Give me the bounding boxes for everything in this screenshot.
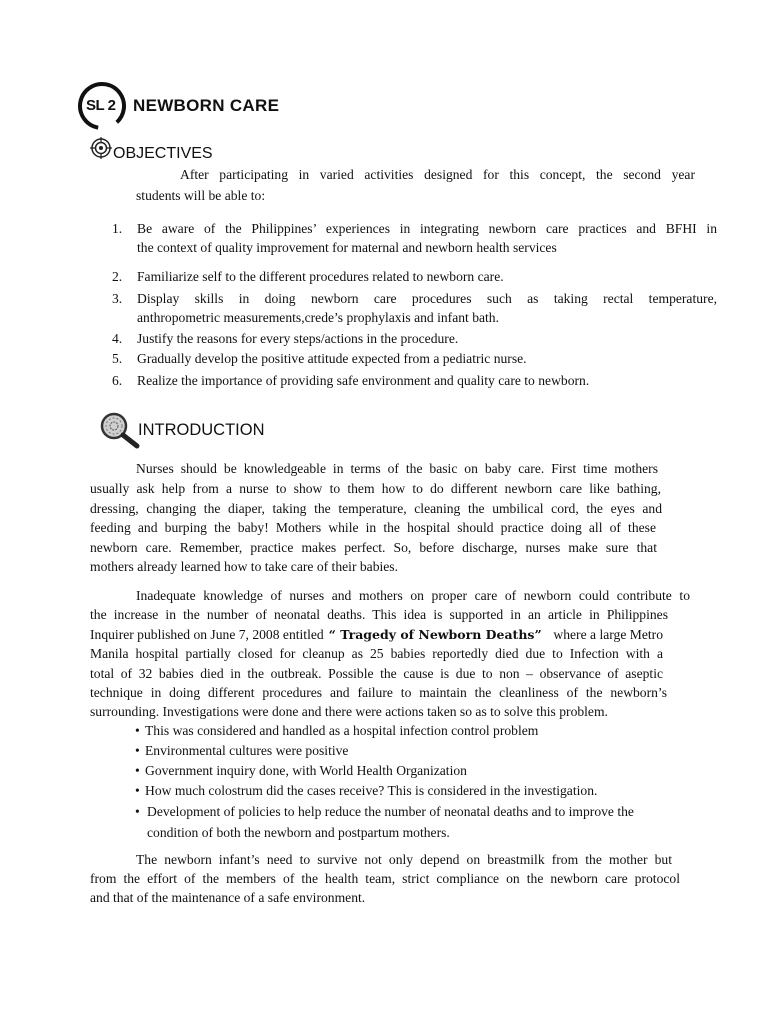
bullet-item-3: Government inquiry done, with World Health Organization bbox=[145, 763, 467, 778]
intro-p2-line-7: surrounding. Investigations were done and there were actions taken so as to solve this problem. bbox=[90, 704, 608, 719]
objective-item-3-line-2: anthropometric measurements,crede’s prophylaxis and infant bath. bbox=[137, 310, 500, 325]
intro-p3-line-3: and that of the maintenance of a safe environment. bbox=[90, 890, 366, 905]
intro-p2-line-3-start: Inquirer published on June 7, 2008 entitled bbox=[90, 627, 324, 642]
intro-p2-line-1: Inadequate knowledge of nurses and mothers on proper care of newborn could contribute to bbox=[136, 588, 690, 603]
intro-p1-line-3: dressing, changing the diaper, taking the temperature, cleaning the umbilical cord, the eyes and bbox=[90, 501, 662, 516]
bullet-mark: • bbox=[135, 763, 140, 778]
objective-item-2: Familiarize self to the different procedures related to newborn care. bbox=[137, 269, 504, 284]
objective-item-6: Realize the importance of providing safe environment and quality care to newborn. bbox=[137, 373, 590, 388]
bullet-item-5-line-1: Development of policies to help reduce the number of neonatal deaths and to improve the bbox=[147, 804, 634, 819]
objective-number: 1. bbox=[112, 221, 123, 236]
objective-number: 2. bbox=[112, 269, 123, 284]
intro-p1-line-6: mothers already learned how to take care of their babies. bbox=[90, 559, 398, 574]
target-icon bbox=[90, 137, 112, 164]
objectives-intro-line-1: After participating in varied activities designed for this concept, the second year bbox=[180, 167, 695, 182]
bullet-item-4: How much colostrum did the cases receive? This is considered in the investigation. bbox=[145, 783, 598, 798]
objective-number: 3. bbox=[112, 291, 123, 306]
intro-p2-line-3-end: where a large Metro bbox=[546, 627, 663, 642]
objective-item-1-line-2: the context of quality improvement for maternal and newborn health services bbox=[137, 240, 557, 255]
introduction-heading: INTRODUCTION bbox=[138, 421, 265, 439]
magnifier-icon bbox=[97, 409, 141, 454]
intro-p2-line-2: the increase in the number of neonatal deaths. This idea is supported in an article in Philippines bbox=[90, 607, 668, 622]
intro-p1-line-4: feeding and burping the baby! Mothers while in the hospital should practice doing all of these bbox=[90, 520, 656, 535]
objective-item-4: Justify the reasons for every steps/actions in the procedure. bbox=[137, 331, 459, 346]
bullet-mark: • bbox=[135, 804, 140, 819]
bullet-item-1: This was considered and handled as a hospital infection control problem bbox=[145, 723, 539, 738]
intro-p2-line-6: technique in doing different procedures and failure to maintain the cleanliness of the newborn’s bbox=[90, 685, 667, 700]
objective-number: 5. bbox=[112, 351, 123, 366]
objective-item-5: Gradually develop the positive attitude expected from a pediatric nurse. bbox=[137, 351, 527, 366]
intro-p3-line-2: from the effort of the members of the health team, strict compliance on the newborn care protocol bbox=[90, 871, 680, 886]
badge-label: SL 2 bbox=[86, 97, 116, 114]
objective-number: 4. bbox=[112, 331, 123, 346]
page-title: NEWBORN CARE bbox=[133, 96, 280, 115]
bullet-mark: • bbox=[135, 783, 140, 798]
objective-item-3-line-1: Display skills in doing newborn care procedures such as taking rectal temperature, bbox=[137, 291, 717, 306]
objectives-intro-line-2: students will be able to: bbox=[136, 188, 266, 203]
bullet-item-5-line-2: condition of both the newborn and postpartum mothers. bbox=[147, 825, 450, 840]
intro-p3-line-1: The newborn infant’s need to survive not only depend on breastmilk from the mother but bbox=[136, 852, 672, 867]
intro-p1-line-2: usually ask help from a nurse to show to them how to do different newborn care like bathing, bbox=[90, 481, 661, 496]
intro-p2-line-5: total of 32 babies died in the outbreak. Possible the cause is due to non – observance of aseptic bbox=[90, 666, 663, 681]
objective-item-1-line-1: Be aware of the Philippines’ experiences in integrating newborn care practices and BFHI in bbox=[137, 221, 717, 236]
intro-p1-line-1: Nurses should be knowledgeable in terms of the basic on baby care. First time mothers bbox=[136, 461, 658, 476]
objective-number: 6. bbox=[112, 373, 123, 388]
intro-p2-line-4: Manila hospital partially closed for cleanup as 25 babies reportedly died due to Infection with a bbox=[90, 646, 663, 661]
intro-p2-line-3 bbox=[90, 625, 663, 645]
bullet-mark: • bbox=[135, 743, 140, 758]
objectives-heading: OBJECTIVES bbox=[113, 145, 213, 162]
section-badge bbox=[76, 80, 128, 132]
intro-p1-line-5: newborn care. Remember, practice makes perfect. So, before discharge, nurses make sure that bbox=[90, 540, 657, 555]
bullet-mark: • bbox=[135, 723, 140, 738]
bullet-item-2: Environmental cultures were positive bbox=[145, 743, 349, 758]
article-title: “ Tragedy of Newborn Deaths” bbox=[328, 627, 542, 642]
